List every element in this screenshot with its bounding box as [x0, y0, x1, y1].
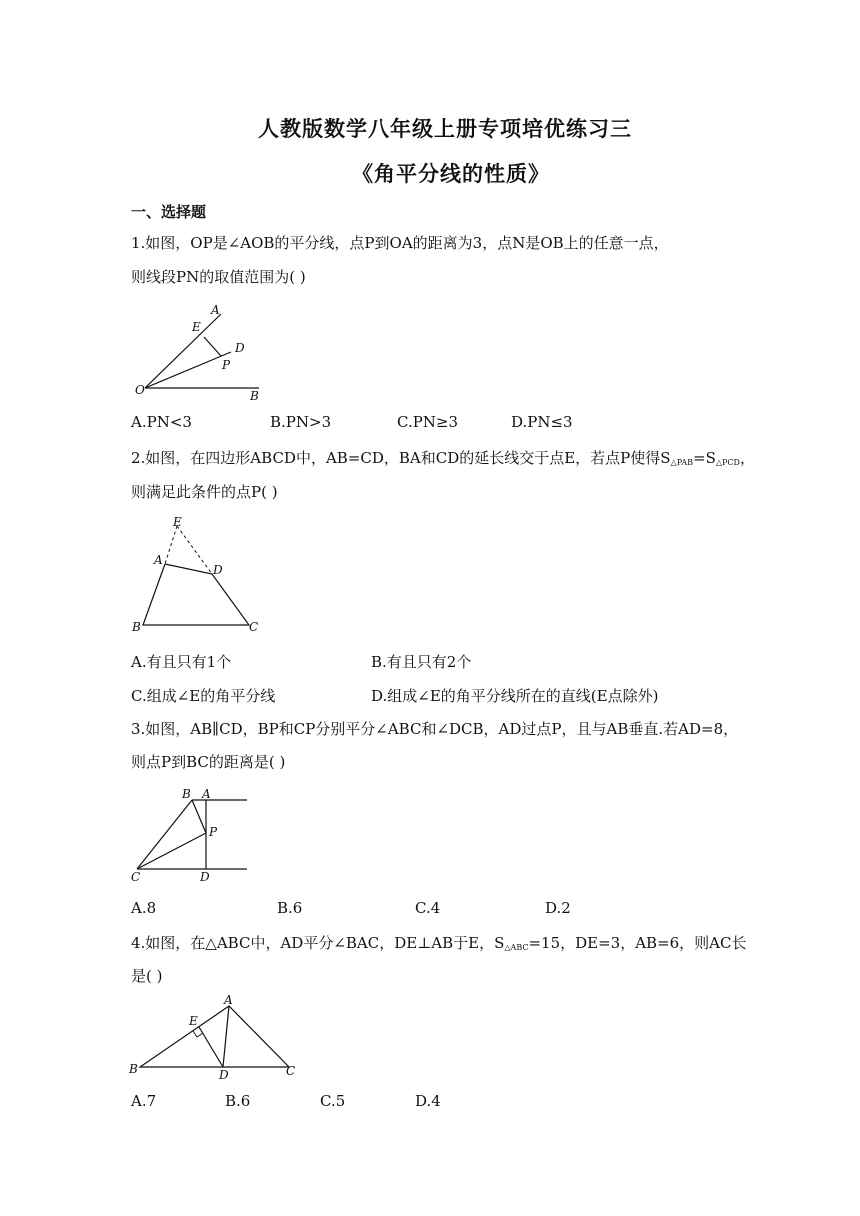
- question-3-figure: [131, 785, 261, 885]
- label-E: E: [189, 1014, 198, 1028]
- label-C: C: [286, 1064, 296, 1078]
- subscript-abc: △ABC: [504, 943, 529, 952]
- question-1-line-2: 则线段PN的取值范围为( ): [131, 268, 306, 286]
- question-4-option-b: B.6: [225, 1092, 251, 1110]
- question-1-line-1: 1.如图，OP是∠AOB的平分线，点P到OA的距离为3，点N是OB上的任意一点，: [131, 234, 669, 252]
- label-E: E: [173, 515, 182, 529]
- label-P: P: [209, 825, 218, 839]
- label-B: B: [250, 389, 259, 403]
- question-1-option-a: A.PN<3: [131, 413, 192, 431]
- subscript-pab: △PAB: [670, 458, 694, 467]
- question-4-line-2: 是( ): [131, 967, 163, 985]
- label-A: A: [211, 303, 220, 317]
- question-4-option-c: C.5: [320, 1092, 346, 1110]
- question-4-option-d: D.4: [415, 1092, 441, 1110]
- question-4-figure: [127, 995, 307, 1085]
- question-3-option-d: D.2: [545, 899, 571, 917]
- label-P: P: [222, 358, 231, 372]
- question-1-figure: [131, 300, 271, 404]
- question-4-option-a: A.7: [131, 1092, 157, 1110]
- label-A: A: [202, 787, 211, 801]
- label-D: D: [219, 1068, 229, 1082]
- label-O: O: [135, 383, 145, 397]
- label-B: B: [182, 787, 191, 801]
- label-E: E: [192, 320, 201, 334]
- subscript-pcd: △PCD: [715, 458, 740, 467]
- question-2-line-2: 则满足此条件的点P( ): [131, 483, 278, 501]
- question-1-option-b: B.PN>3: [270, 413, 332, 431]
- question-2-option-d: D.组成∠E的角平分线所在的直线(E点除外): [371, 687, 659, 705]
- label-B: B: [132, 620, 141, 634]
- question-2-option-c: C.组成∠E的角平分线: [131, 687, 276, 705]
- label-C: C: [131, 870, 141, 884]
- label-A: A: [224, 993, 233, 1007]
- question-1-option-d: D.PN≤3: [511, 413, 573, 431]
- question-3-option-c: C.4: [415, 899, 441, 917]
- question-3-option-b: B.6: [277, 899, 303, 917]
- label-D: D: [200, 870, 210, 884]
- label-D: D: [213, 563, 223, 577]
- question-2-line-1: 2.如图，在四边形ABCD中，AB=CD，BA和CD的延长线交于点E，若点P使得$S_{\triangle PAB}=S_{\triangle PCD}$，: [131, 449, 755, 467]
- question-2-figure: [131, 515, 271, 635]
- question-4-line-1: 4.如图，在△ABC中，AD平分∠BAC，DE⊥AB于E，$S_{\triangle ABC}=15$，DE=3，AB=6，则AC长: [131, 934, 747, 952]
- section-heading: 一、选择题: [131, 203, 207, 221]
- label-D: D: [235, 341, 245, 355]
- question-3-option-a: A.8: [131, 899, 157, 917]
- question-2-option-a: A.有且只有1个: [131, 653, 232, 671]
- question-3-line-1: 3.如图，AB∥CD，BP和CP分别平分∠ABC和∠DCB，AD过点P，且与AB垂直.若AD=8，: [131, 720, 739, 738]
- question-1-option-c: C.PN≥3: [397, 413, 459, 431]
- question-2-option-b: B.有且只有2个: [371, 653, 472, 671]
- page-title: 人教版数学八年级上册专项培优练习三: [258, 116, 632, 141]
- page-subtitle: 《角平分线的性质》: [352, 161, 550, 186]
- label-B: B: [129, 1062, 138, 1076]
- label-C: C: [249, 620, 259, 634]
- question-3-line-2: 则点P到BC的距离是( ): [131, 753, 286, 771]
- label-A: A: [154, 553, 163, 567]
